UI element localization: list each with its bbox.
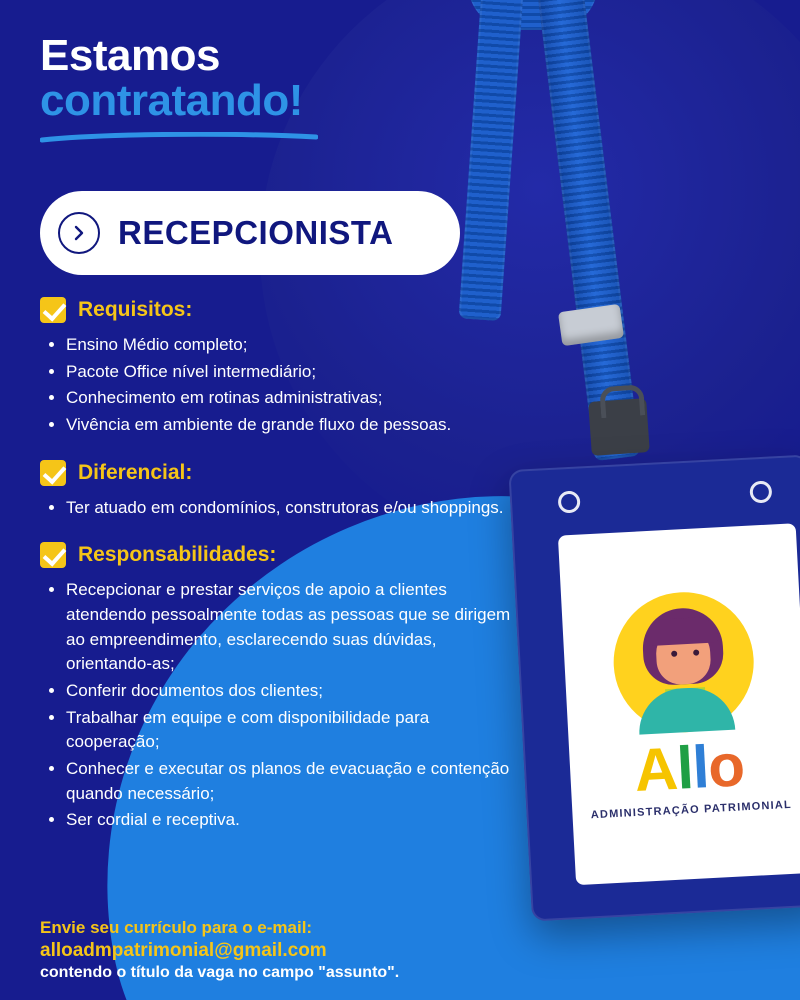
check-icon [40, 460, 66, 486]
brand-letter-a: A [632, 734, 679, 804]
brand-letter-l1: l [675, 733, 695, 802]
chevron-right-circle-icon [58, 212, 100, 254]
brand-tagline: ADMINISTRAÇÃO PATRIMONIAL [590, 798, 793, 822]
list-item: • Conferir documentos dos clientes; [66, 679, 520, 704]
list-item: • Conhecimento em rotinas administrativas; [66, 386, 520, 411]
section-list [66, 496, 520, 521]
section-responsabilidades [40, 542, 520, 832]
section-requisitos [40, 297, 520, 438]
footer-instruction: Envie seu currículo para o e-mail: [40, 918, 313, 937]
check-icon [40, 542, 66, 568]
list-item: • Ter atuado em condomínios, construtoras e/ou shoppings. [66, 496, 520, 521]
brand-letter-o: o [706, 731, 746, 801]
badge-hole-left [558, 490, 581, 513]
list-item: • Recepcionar e prestar serviços de apoio a clientes atendendo pessoalmente todas as pessoas que se dirigem ao empreendimento, esclarecendo suas dúvidas, orientando-as; [66, 578, 520, 677]
list-item: • Vivência em ambiente de grande fluxo de pessoas. [66, 413, 520, 438]
section-header [40, 297, 520, 323]
footer-contact [40, 918, 560, 982]
list-item: • Ser cordial e receptiva. [66, 808, 520, 833]
list-item: • Ensino Médio completo; [66, 333, 520, 358]
list-item: • Pacote Office nível intermediário; [66, 360, 520, 385]
headline-line-1: Estamos [40, 31, 220, 80]
brand-letter-l2: l [690, 733, 710, 801]
badge-hole-right [749, 480, 772, 503]
section-header [40, 542, 520, 568]
check-icon [40, 297, 66, 323]
section-title: Responsabilidades: [78, 543, 277, 567]
section-list [66, 333, 520, 438]
section-title: Requisitos: [78, 298, 193, 322]
list-item: • Trabalhar em equipe e com disponibilidade para cooperação; [66, 706, 520, 755]
list-item: • Conhecer e executar os planos de evacuação e contenção quando necessário; [66, 757, 520, 806]
section-diferencial [40, 460, 520, 521]
job-title: RECEPCIONISTA [118, 214, 394, 252]
section-list [66, 578, 520, 832]
avatar [610, 589, 757, 736]
section-header [40, 460, 520, 486]
section-title: Diferencial: [78, 460, 193, 484]
page-title [40, 31, 520, 149]
headline-underline [40, 132, 318, 144]
lanyard-clip [588, 398, 650, 456]
footer-email[interactable]: alloadmpatrimonial@gmail.com [40, 940, 327, 961]
headline-line-2: contratando! [40, 76, 303, 125]
footer-note: contendo o título da vaga no campo "assunto". [40, 964, 400, 981]
brand-wordmark [632, 731, 746, 804]
job-title-pill [40, 191, 460, 275]
badge-card [558, 523, 800, 885]
